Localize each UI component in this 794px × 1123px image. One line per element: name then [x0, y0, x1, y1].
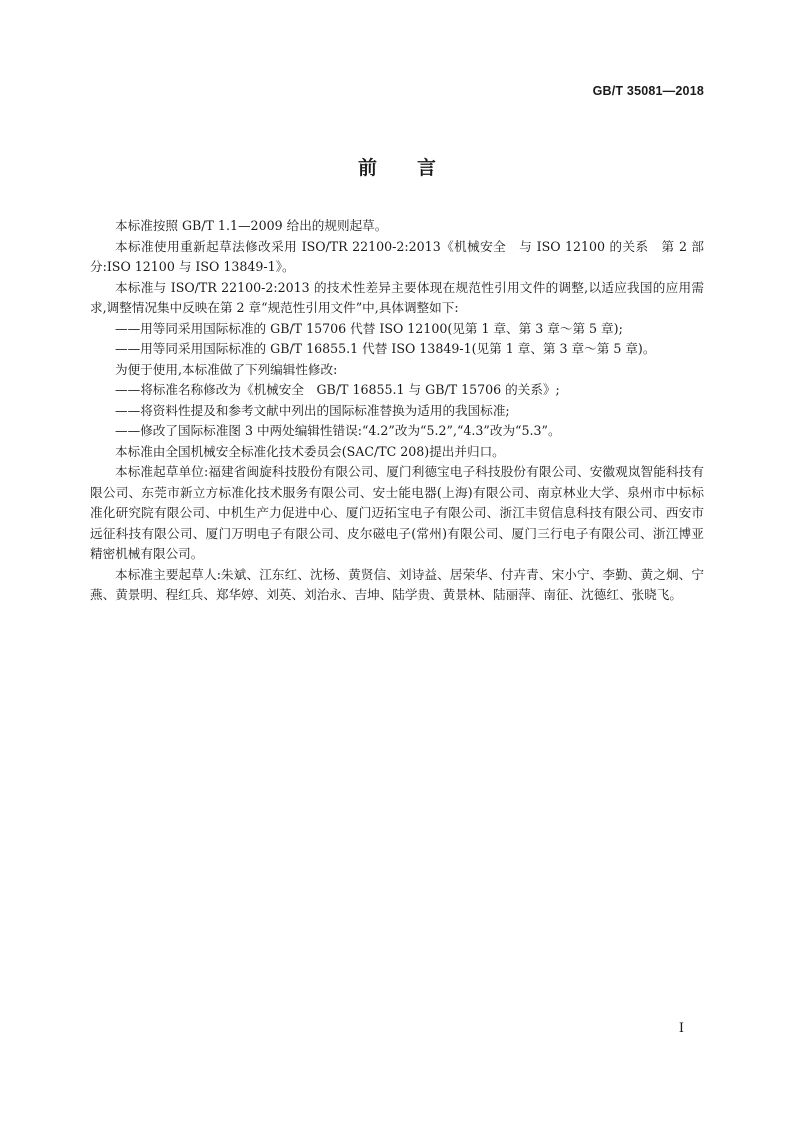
paragraph-proposer: 本标准由全国机械安全标准化技术委员会(SAC/TC 208)提出并归口。: [115, 443, 505, 459]
standard-number: GB/T 35081—2018: [592, 84, 704, 98]
page-number: I: [678, 1021, 684, 1036]
paragraph-adoption: 本标准使用重新起草法修改采用 ISO/TR 22100-2:2013《机械安全 与 ISO 12100 的关系 第 2 部分:ISO 12100 与 ISO 13849-1》。: [90, 238, 704, 274]
paragraph-drafting-rules: 本标准按照 GB/T 1.1—2009 给出的规则起草。: [115, 218, 388, 233]
list-item-editorial-change: ——将标准名称修改为《机械安全 GB/T 16855.1 与 GB/T 15706 的关系》;: [115, 382, 560, 397]
paragraph-editorial-intro: 为便于使用,本标准做了下列编辑性修改:: [115, 361, 338, 377]
list-item-tech-change: ——用等同采用国际标准的 GB/T 16855.1 代替 ISO 13849-1(见第 1 章、第 3 章～第 5 章)。: [115, 341, 656, 356]
foreword-body: [90, 216, 704, 606]
page-title: 前言: [357, 157, 476, 179]
paragraph-technical-differences: 本标准与 ISO/TR 22100-2:2013 的技术性差异主要体现在规范性引用文件的调整,以适应我国的应用需求,调整情况集中反映在第 2 章“规范性引用文件”中,具体调整如下:: [90, 279, 704, 315]
paragraph-drafters: 本标准主要起草人:朱斌、江东红、沈杨、黄贤信、刘诗益、居荣华、付卉青、宋小宁、李勤、黄之炯、宁燕、黄景明、程红兵、郑华婷、刘英、刘治永、吉坤、陆学贵、黄景林、陆丽萍、南征、沈德红、张晓飞。: [90, 566, 704, 602]
list-item-editorial-change: ——修改了国际标准图 3 中两处编辑性错误:“4.2”改为“5.2”,“4.3”改为“5.3”。: [115, 423, 561, 438]
paragraph-drafting-units: 本标准起草单位:福建省闽旋科技股份有限公司、厦门利德宝电子科技股份有限公司、安徽观岚智能科技有限公司、东莞市新立方标准化技术服务有限公司、安士能电器(上海)有限公司、南京林业大学、泉州市中标标准化研究院有限公司、中机生产力促进中心、厦门迈拓宝电子有限公司、浙江丰贸信息科技有限公司、西安市远征科技有限公司、厦门万明电子有限公司、皮尔磁电子(常州)有限公司、厦门三行电子有限公司、浙江博亚精密机械有限公司。: [90, 464, 704, 561]
list-item-editorial-change: ——将资料性提及和参考文献中列出的国际标准替换为适用的我国标准;: [115, 402, 510, 418]
list-item-tech-change: ——用等同采用国际标准的 GB/T 15706 代替 ISO 12100(见第 1 章、第 3 章～第 5 章);: [115, 320, 623, 336]
